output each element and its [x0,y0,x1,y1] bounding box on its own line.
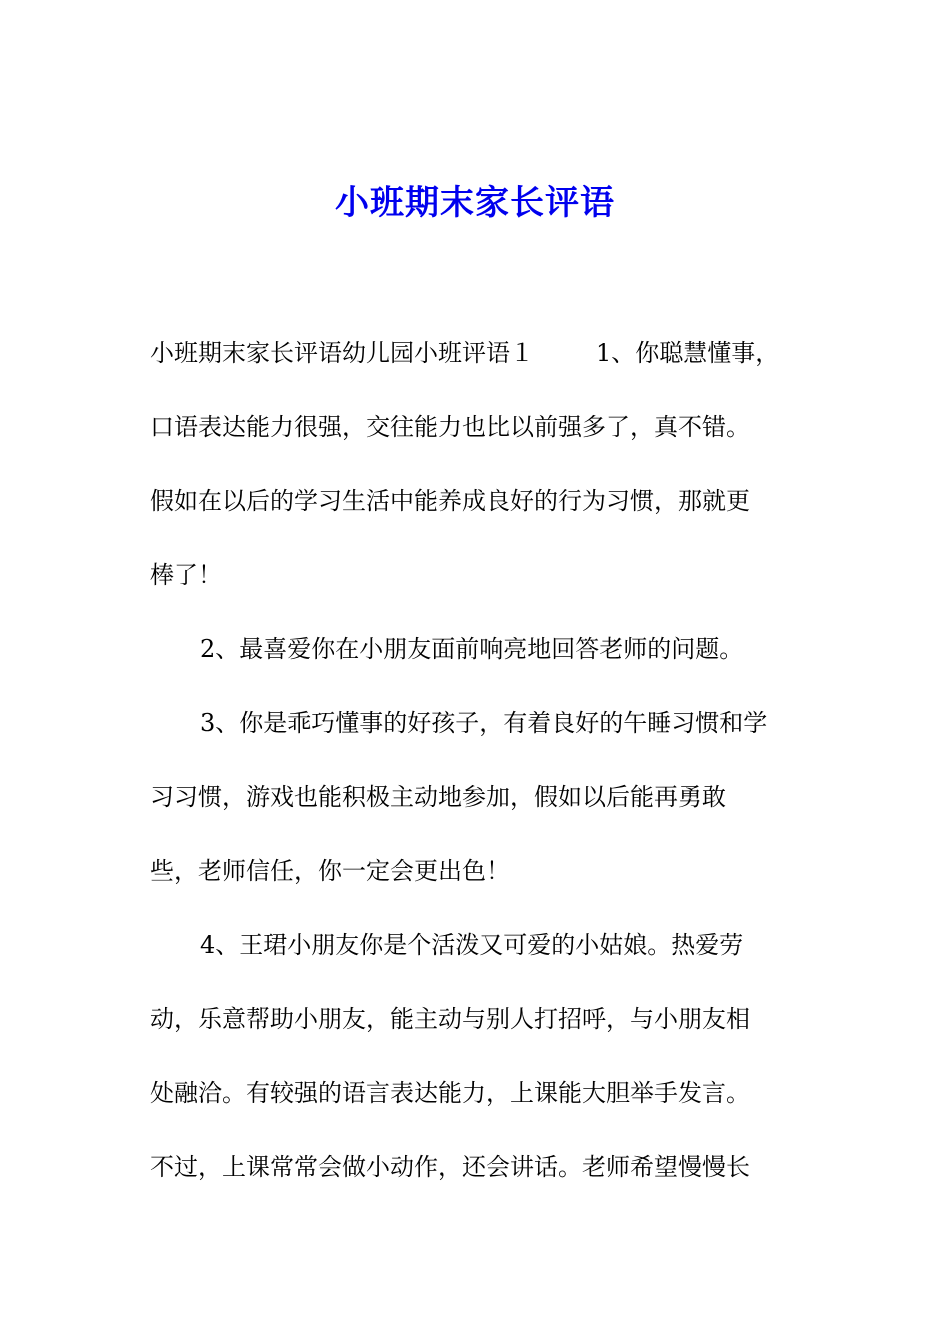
paragraph-line-9: 4、王珺小朋友你是个活泼又可爱的小姑娘。热爱劳 [200,931,744,959]
paragraph-line-1 [150,333,779,373]
paragraph-line-2: 口语表达能力很强，交往能力也比以前强多了，真不错。 [150,413,750,441]
paragraph-line-5: 2、最喜爱你在小朋友面前响亮地回答老师的问题。 [200,635,744,663]
paragraph-line-1-start: 小班期末家长评语幼儿园小班评语１ [150,339,534,367]
paragraph-line-10: 动，乐意帮助小朋友，能主动与别人打招呼，与小朋友相 [150,1005,750,1033]
paragraph-line-8: 些，老师信任，你一定会更出色！ [150,857,510,885]
paragraph-line-3: 假如在以后的学习生活中能养成良好的行为习惯，那就更 [150,487,750,515]
paragraph-line-11: 处融洽。有较强的语言表达能力，上课能大胆举手发言。 [150,1079,750,1107]
paragraph-line-7: 习习惯，游戏也能积极主动地参加，假如以后能再勇敢 [150,783,726,811]
paragraph-line-4: 棒了！ [150,561,222,589]
paragraph-line-1-end: 1、你聪慧懂事， [596,339,780,367]
paragraph-line-12: 不过，上课常常会做小动作，还会讲话。老师希望慢慢长 [150,1153,750,1181]
paragraph-line-6: 3、你是乖巧懂事的好孩子，有着良好的午睡习惯和学 [200,709,768,737]
document-title: 小班期末家长评语 [335,183,615,223]
